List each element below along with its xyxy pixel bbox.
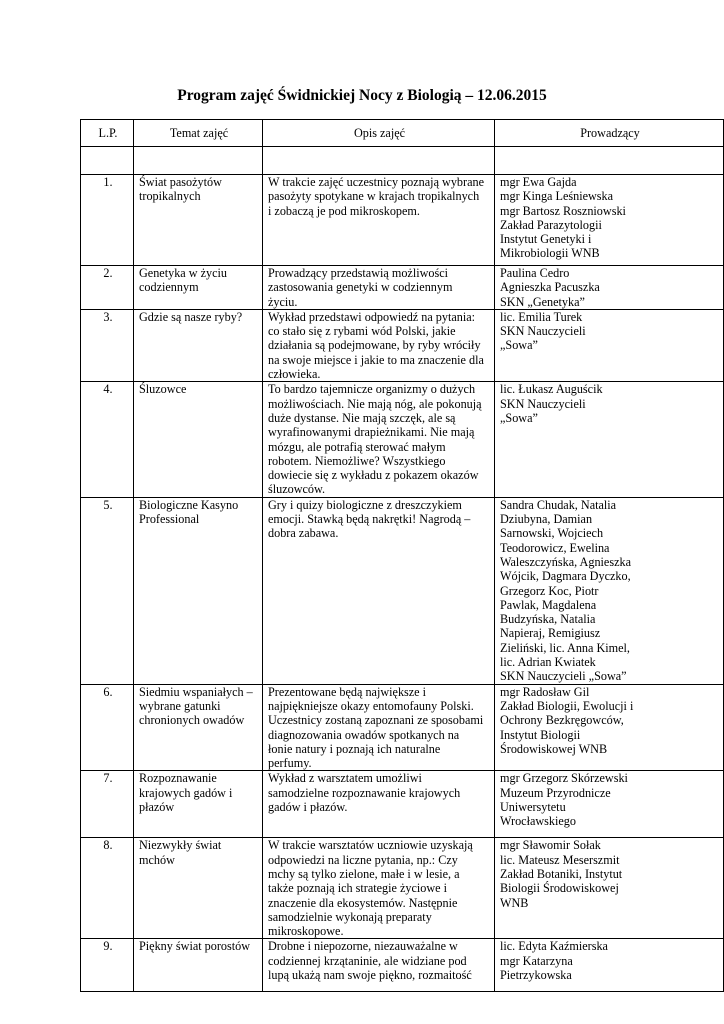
cell-topic: [134, 939, 263, 992]
cell-leaders-line: Waleszczyńska, Agnieszka: [500, 554, 631, 569]
cell-description-line: lupą ukażą nam swoje piękno, rozmaitość: [268, 968, 472, 983]
table-row: [81, 939, 724, 992]
cell-topic: [134, 382, 263, 497]
cell-topic-line: Professional: [139, 512, 200, 527]
cell-description-line: pasożyty spotykane w krajach tropikalnych: [268, 189, 480, 204]
cell-leaders-line: Uniwersytetu: [500, 799, 566, 814]
cell-description-line: codziennej krzątaninie, ale widziane pod: [268, 953, 467, 968]
cell-description-line: działania są podejmowane, by ryby wróciły: [268, 338, 481, 353]
cell-lp: 7.: [81, 771, 134, 838]
cell-description-line: diagnozowania owadów spotkanych na: [268, 727, 460, 742]
cell-description-line: Prezentowane będą największe i: [268, 684, 427, 699]
cell-leaders-line: Sarnowski, Wojciech: [500, 526, 604, 541]
cell-description-line: i zobaczą je pod mikroskopem.: [268, 203, 420, 218]
header-description: Opis zajęć: [263, 120, 495, 147]
cell-leaders: [495, 266, 724, 310]
cell-leaders: [495, 497, 724, 684]
cell-leaders-line: lic. Emilia Turek: [500, 309, 583, 324]
cell-topic-line: Siedmiu wspaniałych –: [139, 684, 253, 699]
cell-leaders-line: Dziubyna, Damian: [500, 512, 593, 527]
cell-topic-line: Śluzowce: [139, 382, 187, 397]
cell-lp: 8.: [81, 838, 134, 939]
cell-topic-line: płazów: [139, 799, 175, 814]
cell-description-line: łonie natury i poznają ich naturalne: [268, 741, 441, 756]
cell-leaders-line: Budzyńska, Natalia: [500, 612, 596, 627]
table-body: [81, 147, 724, 992]
cell-description-line: życiu.: [268, 294, 298, 309]
cell-description: [263, 684, 495, 771]
cell-topic-line: Rozpoznawanie: [139, 771, 217, 786]
cell-description: [263, 497, 495, 684]
cell-description-line: na swoje miejsce i jakie to ma znaczenie dla: [268, 352, 484, 367]
cell-description-line: odpowiedzi na liczne pytania, np.: Czy: [268, 852, 458, 867]
cell-leaders-line: Teodorowicz, Ewelina: [500, 540, 610, 555]
cell-description: [263, 771, 495, 838]
cell-topic-line: Biologiczne Kasyno: [139, 497, 239, 512]
cell-leaders-line: „Sowa”: [500, 410, 538, 425]
cell-description-line: Drobne i niepozorne, niezauważalne w: [268, 939, 458, 954]
cell-leaders-line: Sandra Chudak, Natalia: [500, 497, 617, 512]
cell-topic-line: codziennym: [139, 280, 199, 295]
cell-description-line: dowiecie się z wykładu z pokazem okazów: [268, 468, 479, 483]
cell-description-line: W trakcie warsztatów uczniowie uzyskają: [268, 838, 473, 853]
cell-lp: 4.: [81, 382, 134, 497]
cell-description-line: To bardzo tajemnicze organizmy o dużych: [268, 382, 476, 397]
cell-description-line: także poznają ich strategie życiowe i: [268, 881, 447, 896]
cell-topic-line: Gdzie są nasze ryby?: [139, 309, 243, 324]
cell-description-line: Uczestnicy zostaną zapoznani ze sposobami: [268, 713, 484, 728]
cell-leaders-line: Zakład Botaniki, Instytut: [500, 866, 623, 881]
program-table: [80, 119, 724, 992]
cell-description-line: W trakcie zajęć uczestnicy poznają wybrane: [268, 175, 484, 189]
cell-description: [263, 175, 495, 266]
cell-description-line: Gry i quizy biologiczne z dreszczykiem: [268, 497, 462, 512]
cell-description: [263, 309, 495, 381]
cell-description-line: możliwościach. Nie mają nóg, ale pokonują: [268, 396, 482, 411]
cell-topic: [134, 266, 263, 310]
cell-leaders-line: mgr Grzegorz Skórzewski: [500, 771, 628, 786]
cell-leaders-line: Napieraj, Remigiusz: [500, 626, 601, 641]
table-row: [81, 175, 724, 266]
cell-topic-line: Świat pasożytów: [139, 175, 222, 189]
cell-leaders-line: SKN Nauczycieli „Sowa”: [500, 669, 627, 684]
cell-description-line: wyrafinowanymi drapieżnikami. Nie mają: [268, 425, 475, 440]
cell-description-line: znaczenie dla ekosystemów. Następnie: [268, 895, 458, 910]
cell-topic: [134, 684, 263, 771]
cell-leaders-line: SKN Nauczycieli: [500, 324, 586, 339]
cell-topic: [134, 497, 263, 684]
cell-leaders: [495, 684, 724, 771]
cell-description-line: emocji. Stawką będą nakrętki! Nagrodą –: [268, 512, 471, 527]
cell-leaders: [495, 309, 724, 381]
cell-lp: 2.: [81, 266, 134, 310]
cell-description-line: najpiękniejsze okazy entomofauny Polski.: [268, 698, 474, 713]
cell-description-line: mózgu, ale potrafią sterować małym: [268, 439, 446, 454]
cell-description-line: Wykład z warsztatem umożliwi: [268, 771, 422, 786]
cell-leaders-line: Wójcik, Dagmara Dyczko,: [500, 569, 631, 584]
header-leaders: Prowadzący: [495, 120, 724, 147]
cell-leaders-line: mgr Radosław Gil: [500, 684, 590, 699]
header-lp: L.P.: [81, 120, 134, 147]
cell-leaders-line: Paulina Cedro: [500, 266, 570, 280]
cell-lp: 5.: [81, 497, 134, 684]
cell-topic: [134, 175, 263, 266]
cell-leaders-line: Instytut Genetyki i: [500, 232, 592, 247]
cell-description-line: samodzielnie wykonają preparaty: [268, 909, 432, 924]
header-topic: Temat zajęć: [134, 120, 263, 147]
cell-leaders-line: Środowiskowej WNB: [500, 741, 608, 756]
cell-leaders-line: lic. Mateusz Meserszmit: [500, 852, 620, 867]
cell-leaders-line: mgr Bartosz Roszniowski: [500, 203, 626, 218]
cell-leaders-line: Muzeum Przyrodnicze: [500, 785, 611, 800]
table-row: [81, 382, 724, 497]
cell-leaders-line: Zakład Biologii, Ewolucji i: [500, 698, 634, 713]
cell-leaders-line: SKN „Genetyka”: [500, 294, 585, 309]
cell-lp: 9.: [81, 939, 134, 992]
table-spacer-row: [81, 147, 724, 175]
cell-leaders-line: lic. Adrian Kwiatek: [500, 655, 596, 670]
cell-leaders-line: lic. Łukasz Auguścik: [500, 382, 603, 397]
cell-description-line: samodzielne rozpoznawanie krajowych: [268, 785, 461, 800]
cell-description-line: co stało się z rybami wód Polski, jakie: [268, 324, 456, 339]
cell-leaders-line: Biologii Środowiskowej: [500, 881, 619, 896]
cell-leaders-line: Pawlak, Magdalena: [500, 597, 597, 612]
cell-leaders-line: mgr Katarzyna: [500, 953, 573, 968]
cell-description-line: dobra zabawa.: [268, 526, 339, 541]
cell-leaders-line: Ochrony Bezkręgowców,: [500, 713, 624, 728]
cell-leaders-line: Agnieszka Pacuszka: [500, 280, 600, 295]
cell-leaders: [495, 838, 724, 939]
cell-leaders-line: Mikrobiologii WNB: [500, 246, 600, 261]
cell-leaders-line: SKN Nauczycieli: [500, 396, 586, 411]
cell-leaders-line: Zakład Parazytologii: [500, 217, 602, 232]
cell-topic-line: Niezwykły świat: [139, 838, 222, 853]
cell-description-line: perfumy.: [268, 756, 312, 771]
cell-description-line: gadów i płazów.: [268, 799, 348, 814]
table-row: [81, 684, 724, 771]
cell-description: [263, 838, 495, 939]
cell-topic: [134, 309, 263, 381]
cell-topic-line: mchów: [139, 852, 175, 867]
table-row: [81, 497, 724, 684]
table-row: [81, 771, 724, 838]
cell-leaders-line: Zieliński, lic. Anna Kimel,: [500, 640, 630, 655]
cell-leaders: [495, 175, 724, 266]
table-row: [81, 266, 724, 310]
cell-description: [263, 382, 495, 497]
page-title: Program zajęć Świdnickiej Nocy z Biologią – 12.06.2015: [177, 87, 547, 104]
cell-topic: [134, 838, 263, 939]
cell-leaders-line: lic. Edyta Kaźmierska: [500, 939, 608, 954]
cell-description-line: zastosowania genetyki w codziennym: [268, 280, 453, 295]
cell-topic-line: tropikalnych: [139, 189, 201, 204]
cell-description: [263, 939, 495, 992]
cell-description-line: mchy są tylko zielone, małe i w lesie, a: [268, 866, 460, 881]
cell-topic-line: krajowych gadów i: [139, 785, 233, 800]
cell-description: [263, 266, 495, 310]
cell-lp: 3.: [81, 309, 134, 381]
table-header-row: [81, 120, 724, 147]
cell-description-line: duże dystanse. Nie mają szczęk, ale są: [268, 410, 456, 425]
cell-topic: [134, 771, 263, 838]
cell-leaders-line: WNB: [500, 895, 529, 910]
cell-topic-line: chronionych owadów: [139, 713, 245, 728]
cell-description-line: Wykład przedstawi odpowiedź na pytania:: [268, 309, 476, 324]
cell-leaders-line: Wrocławskiego: [500, 814, 576, 829]
cell-leaders-line: mgr Sławomir Sołak: [500, 838, 601, 853]
cell-topic-line: Genetyka w życiu: [139, 266, 227, 280]
cell-lp: 1.: [81, 175, 134, 266]
cell-topic-line: Piękny świat porostów: [139, 939, 251, 954]
cell-leaders-line: mgr Kinga Leśniewska: [500, 189, 614, 204]
cell-leaders-line: Pietrzykowska: [500, 968, 572, 983]
cell-description-line: śluzowców.: [268, 482, 326, 497]
cell-leaders-line: „Sowa”: [500, 338, 538, 353]
cell-description-line: mikroskopowe.: [268, 924, 344, 939]
cell-leaders: [495, 382, 724, 497]
table-row: [81, 309, 724, 381]
cell-lp: 6.: [81, 684, 134, 771]
cell-description-line: człowieka.: [268, 367, 321, 382]
cell-description-line: Prowadzący przedstawią możliwości: [268, 266, 449, 280]
table-row: [81, 838, 724, 939]
cell-leaders-line: Instytut Biologii: [500, 727, 581, 742]
cell-leaders: [495, 771, 724, 838]
cell-topic-line: wybrane gatunki: [139, 698, 221, 713]
cell-leaders-line: mgr Ewa Gajda: [500, 175, 577, 189]
cell-leaders-line: Grzegorz Koc, Piotr: [500, 583, 599, 598]
cell-description-line: robotem. Niemożliwe? Wszystkiego: [268, 453, 446, 468]
cell-leaders: [495, 939, 724, 992]
